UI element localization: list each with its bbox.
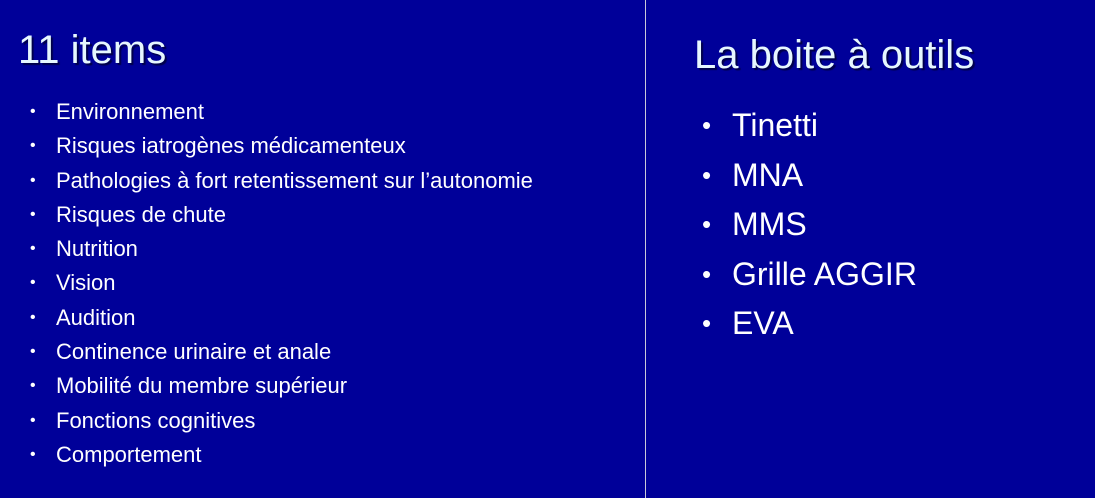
list-item-label: Audition xyxy=(56,304,136,330)
list-item-label: Mobilité du membre supérieur xyxy=(56,373,348,399)
bullet-icon: • xyxy=(702,110,712,140)
list-item-label: MMS xyxy=(732,206,807,242)
list-item-label: MNA xyxy=(732,156,804,193)
list-item xyxy=(30,268,533,302)
left-title: 11 items xyxy=(18,28,167,72)
list-item-label: Pathologies à fort retentissement sur l’autonomie xyxy=(56,167,533,193)
items-list xyxy=(30,97,533,474)
list-item-label: Comportement xyxy=(56,441,202,467)
bullet-icon: • xyxy=(30,308,36,326)
list-item xyxy=(30,131,533,165)
list-item xyxy=(702,152,917,202)
bullet-icon: • xyxy=(30,137,36,155)
bullet-icon: • xyxy=(30,171,36,189)
list-item xyxy=(702,201,917,251)
bullet-icon: • xyxy=(702,209,712,239)
list-item xyxy=(30,166,533,200)
bullet-icon: • xyxy=(30,445,36,463)
right-title: La boite à outils xyxy=(694,33,975,77)
list-item-label: Tinetti xyxy=(732,107,818,143)
list-item-label: Risques iatrogènes médicamenteux xyxy=(56,133,406,159)
bullet-icon: • xyxy=(30,377,36,395)
bullet-icon: • xyxy=(30,411,36,429)
bullet-icon: • xyxy=(30,103,36,120)
list-item-label: Continence urinaire et anale xyxy=(56,339,332,365)
right-panel xyxy=(646,0,1095,498)
list-item xyxy=(30,371,533,405)
list-item xyxy=(702,251,917,301)
list-item-label: Grille AGGIR xyxy=(732,255,917,292)
bullet-icon: • xyxy=(30,343,36,361)
bullet-icon: • xyxy=(30,240,36,258)
list-item-label: EVA xyxy=(732,305,794,341)
list-item xyxy=(30,234,533,268)
list-item-label: Nutrition xyxy=(56,236,138,262)
list-item xyxy=(30,200,533,234)
list-item xyxy=(30,440,533,474)
list-item xyxy=(30,97,533,131)
list-item xyxy=(30,303,533,337)
bullet-icon: • xyxy=(30,274,36,292)
list-item xyxy=(702,102,917,152)
bullet-icon: • xyxy=(702,159,712,190)
list-item xyxy=(30,337,533,371)
list-item-label: Risques de chute xyxy=(56,201,226,227)
list-item-label: Environnement xyxy=(56,99,204,124)
bullet-icon: • xyxy=(702,258,712,289)
list-item-label: Vision xyxy=(56,270,116,296)
list-item xyxy=(702,300,917,350)
list-item-label: Fonctions cognitives xyxy=(56,407,256,433)
bullet-icon: • xyxy=(702,308,712,338)
bullet-icon: • xyxy=(30,205,36,223)
list-item xyxy=(30,406,533,440)
tools-list xyxy=(702,102,917,350)
